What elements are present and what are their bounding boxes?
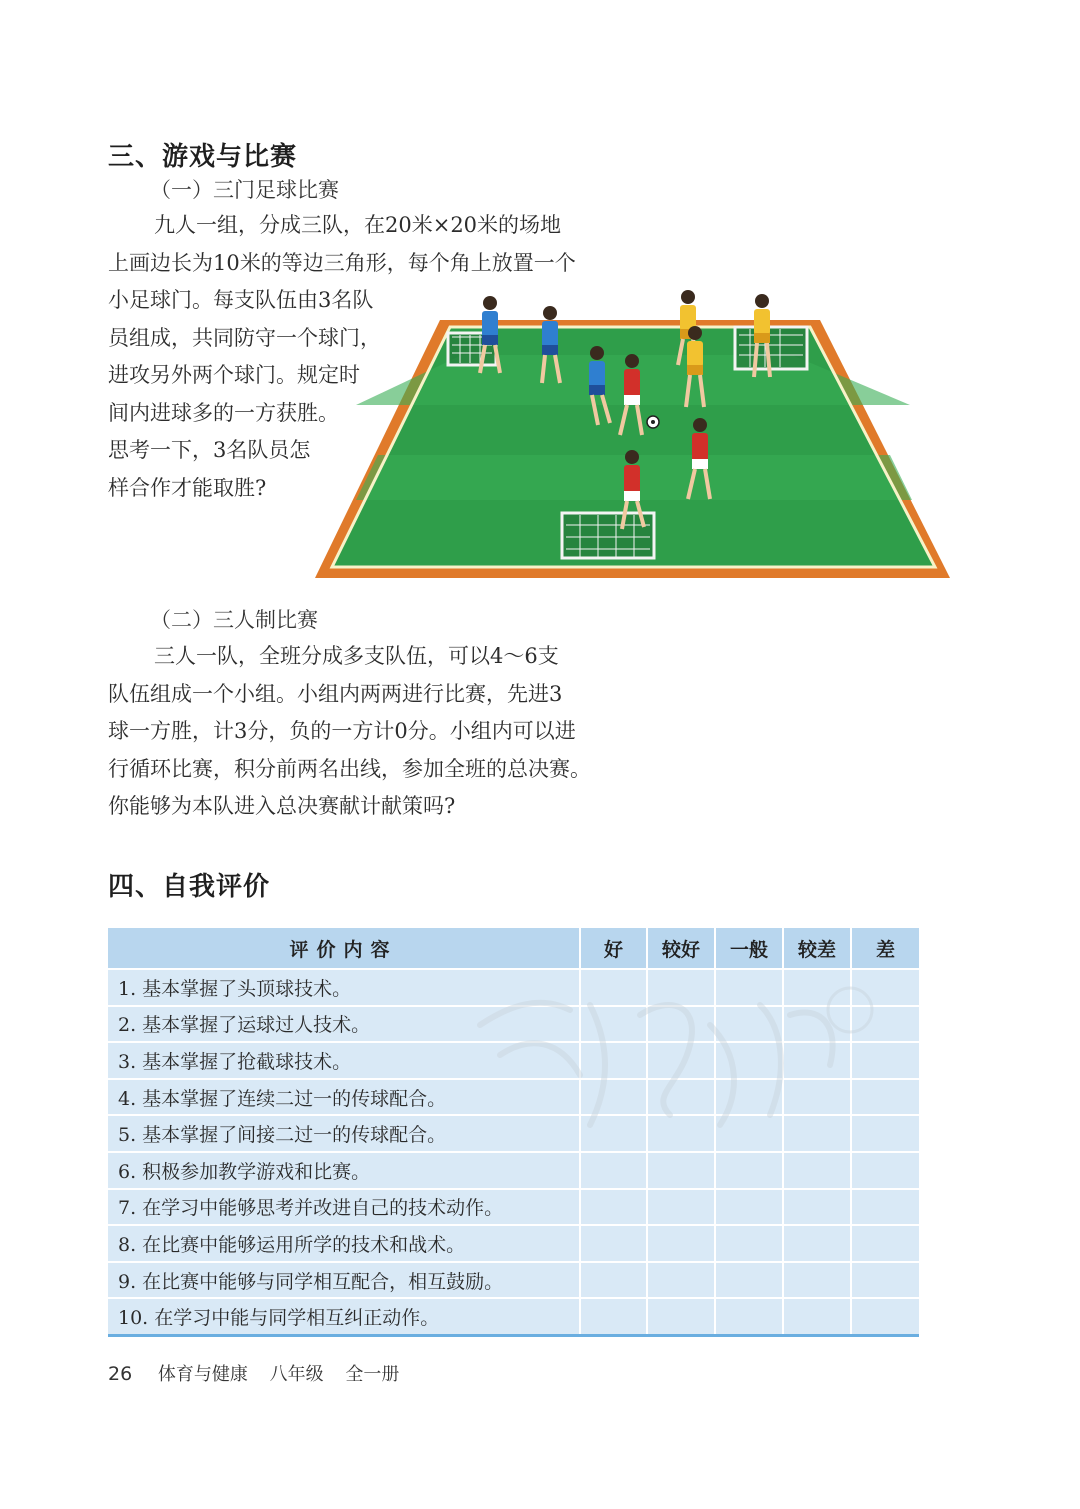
rating-cell[interactable] <box>580 1042 647 1079</box>
text-line: 你能够为本队进入总决赛献计献策吗? <box>108 794 456 818</box>
rating-cell[interactable] <box>647 1225 715 1262</box>
rating-cell[interactable] <box>851 1152 919 1189</box>
table-row <box>108 1298 919 1335</box>
rating-cell[interactable] <box>715 1152 783 1189</box>
text-line: 样合作才能取胜? <box>108 475 267 500</box>
text-line: 员组成，共同防守一个球门， <box>108 325 381 350</box>
evaluation-item: 6. 积极参加教学游戏和比赛。 <box>108 1152 580 1189</box>
rating-cell[interactable] <box>580 1225 647 1262</box>
header-average: 一般 <box>715 928 783 969</box>
evaluation-item: 5. 基本掌握了间接二过一的传球配合。 <box>108 1115 580 1152</box>
header-content: 评价内容 <box>108 928 580 969</box>
rating-cell[interactable] <box>580 1262 647 1299</box>
evaluation-item: 2. 基本掌握了运球过人技术。 <box>108 1006 580 1043</box>
book-grade: 八年级 <box>269 1364 324 1385</box>
table-row <box>108 1115 919 1152</box>
section-3-title: 三、游戏与比赛 <box>108 142 298 172</box>
rating-cell[interactable] <box>783 1298 851 1335</box>
subsection-1-title: （一）三门足球比赛 <box>150 178 339 202</box>
rating-cell[interactable] <box>851 1298 919 1335</box>
rating-cell[interactable] <box>715 969 783 1006</box>
rating-cell[interactable] <box>783 1262 851 1299</box>
rating-cell[interactable] <box>783 1152 851 1189</box>
rating-cell[interactable] <box>783 1225 851 1262</box>
rating-cell[interactable] <box>580 1298 647 1335</box>
subsection-2-text <box>108 638 591 826</box>
text-line: 进攻另外两个球门。规定时 <box>108 363 360 387</box>
rating-cell[interactable] <box>580 1079 647 1116</box>
rating-cell[interactable] <box>851 1262 919 1299</box>
rating-cell[interactable] <box>783 1042 851 1079</box>
evaluation-item: 7. 在学习中能够思考并改进自己的技术动作。 <box>108 1189 580 1226</box>
book-volume: 全一册 <box>345 1364 400 1385</box>
rating-cell[interactable] <box>580 1006 647 1043</box>
goal-right <box>735 327 807 369</box>
rating-cell[interactable] <box>715 1189 783 1226</box>
header-fairly-good: 较好 <box>647 928 715 969</box>
rating-cell[interactable] <box>647 1152 715 1189</box>
rating-cell[interactable] <box>851 1006 919 1043</box>
text-line: 行循环比赛，积分前两名出线，参加全班的总决赛。 <box>108 756 591 781</box>
rating-cell[interactable] <box>580 1152 647 1189</box>
text-line: 队伍组成一个小组。小组内两两进行比赛，先进3 <box>108 681 563 706</box>
header-fairly-poor: 较差 <box>783 928 851 969</box>
table-row <box>108 1079 919 1116</box>
table-row <box>108 1152 919 1189</box>
rating-cell[interactable] <box>580 969 647 1006</box>
rating-cell[interactable] <box>851 1225 919 1262</box>
rating-cell[interactable] <box>851 1189 919 1226</box>
rating-cell[interactable] <box>647 1006 715 1043</box>
rating-cell[interactable] <box>783 1079 851 1116</box>
table-row <box>108 969 919 1006</box>
table-row <box>108 1006 919 1043</box>
header-poor: 差 <box>851 928 919 969</box>
rating-cell[interactable] <box>783 969 851 1006</box>
table-header-row <box>108 928 919 969</box>
page-footer <box>108 1360 415 1386</box>
table-body <box>108 969 919 1335</box>
evaluation-item: 4. 基本掌握了连续二过一的传球配合。 <box>108 1079 580 1116</box>
text-line: 间内进球多的一方获胜。 <box>108 400 339 425</box>
soccer-ball-icon <box>647 416 659 428</box>
rating-cell[interactable] <box>715 1262 783 1299</box>
rating-cell[interactable] <box>580 1189 647 1226</box>
rating-cell[interactable] <box>851 1079 919 1116</box>
evaluation-item: 10. 在学习中能与同学相互纠正动作。 <box>108 1298 580 1335</box>
evaluation-item: 1. 基本掌握了头顶球技术。 <box>108 969 580 1006</box>
rating-cell[interactable] <box>851 969 919 1006</box>
rating-cell[interactable] <box>783 1006 851 1043</box>
rating-cell[interactable] <box>647 1042 715 1079</box>
text-line: 球一方胜，计3分，负的一方计0分。小组内可以进 <box>108 719 576 743</box>
three-goal-soccer-illustration <box>310 285 955 590</box>
rating-cell[interactable] <box>647 1262 715 1299</box>
page-number: 26 <box>108 1363 133 1385</box>
table-row <box>108 1042 919 1079</box>
table-row <box>108 1262 919 1299</box>
rating-cell[interactable] <box>783 1189 851 1226</box>
rating-cell[interactable] <box>647 1298 715 1335</box>
evaluation-item: 3. 基本掌握了抢截球技术。 <box>108 1042 580 1079</box>
book-title: 体育与健康 <box>157 1364 248 1385</box>
rating-cell[interactable] <box>783 1115 851 1152</box>
rating-cell[interactable] <box>715 1042 783 1079</box>
rating-cell[interactable] <box>715 1298 783 1335</box>
section-4-title: 四、自我评价 <box>108 872 271 902</box>
table-row <box>108 1225 919 1262</box>
rating-cell[interactable] <box>647 1189 715 1226</box>
text-line: 上画边长为10米的等边三角形，每个角上放置一个 <box>108 250 576 275</box>
rating-cell[interactable] <box>580 1115 647 1152</box>
evaluation-item: 8. 在比赛中能够运用所学的技术和战术。 <box>108 1225 580 1262</box>
text-line: 九人一组，分成三队，在20米×20米的场地 <box>154 213 562 237</box>
table-row <box>108 1189 919 1226</box>
text-line: 三人一队，全班分成多支队伍，可以4～6支 <box>154 644 559 668</box>
rating-cell[interactable] <box>851 1042 919 1079</box>
header-good: 好 <box>580 928 647 969</box>
rating-cell[interactable] <box>647 1079 715 1116</box>
text-line: 思考一下，3名队员怎 <box>108 438 311 462</box>
rating-cell[interactable] <box>715 1006 783 1043</box>
rating-cell[interactable] <box>715 1079 783 1116</box>
text-line: 小足球门。每支队伍由3名队 <box>108 288 374 312</box>
rating-cell[interactable] <box>715 1115 783 1152</box>
subsection-2-title: （二）三人制比赛 <box>150 608 318 632</box>
rating-cell[interactable] <box>715 1225 783 1262</box>
evaluation-item: 9. 在比赛中能够与同学相互配合，相互鼓励。 <box>108 1262 580 1299</box>
rating-cell[interactable] <box>647 1115 715 1152</box>
rating-cell[interactable] <box>851 1115 919 1152</box>
self-evaluation-table <box>108 928 919 1337</box>
rating-cell[interactable] <box>647 969 715 1006</box>
